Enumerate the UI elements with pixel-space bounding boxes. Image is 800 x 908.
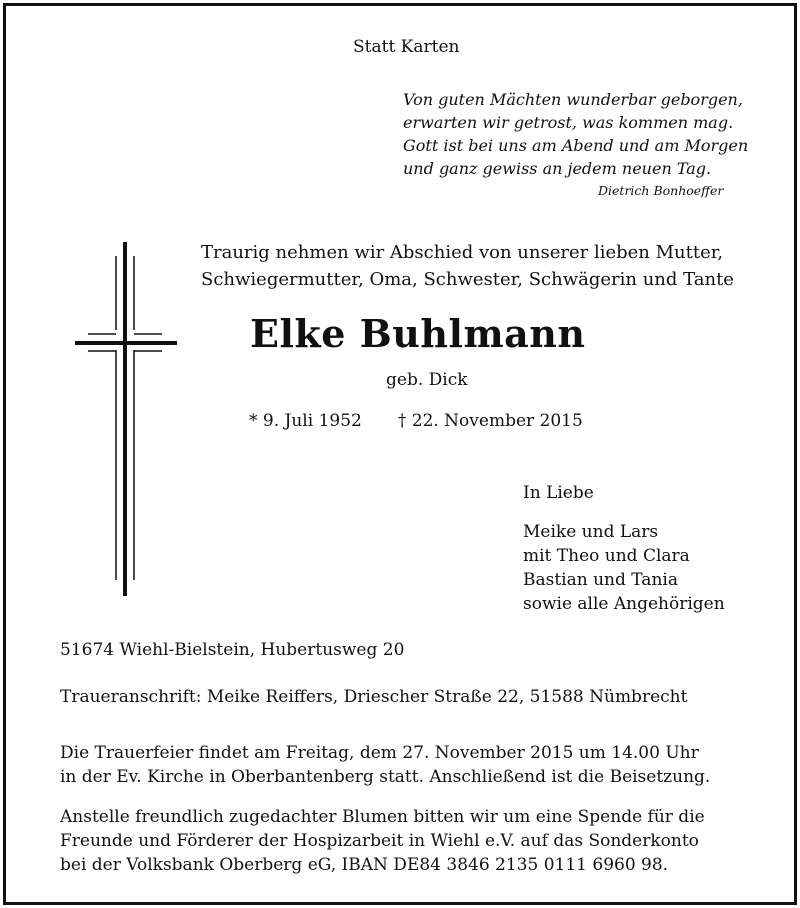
maiden-name: geb. Dick (386, 370, 468, 390)
signers-list (523, 520, 725, 616)
quote-line: Gott ist bei uns am Abend und am Morgen (403, 136, 749, 155)
intro-line: Schwiegermutter, Oma, Schwester, Schwägerin und Tante (201, 269, 734, 290)
deceased-name: Elke Buhlmann (250, 311, 586, 356)
quote-author: Dietrich Bonhoeffer (598, 183, 724, 198)
quote-block (403, 88, 748, 180)
mourning-address: Traueranschrift: Meike Reiffers, Driescher Straße 22, 51588 Nümbrecht (60, 687, 688, 707)
quote-line: und ganz gewiss an jedem neuen Tag. (403, 159, 712, 178)
quote-line: Von guten Mächten wunderbar geborgen, (403, 90, 743, 109)
birth-date: * 9. Juli 1952 (249, 411, 362, 431)
intro-line: Traurig nehmen wir Abschied von unserer lieben Mutter, (201, 242, 724, 263)
death-date: † 22. November 2015 (397, 411, 583, 431)
notice-header: Statt Karten (353, 37, 460, 57)
signer-line: mit Theo und Clara (523, 546, 690, 566)
signer-line: Bastian und Tania (523, 570, 678, 590)
ceremony-line: Die Trauerfeier findet am Freitag, dem 27. November 2015 um 14.00 Uhr (60, 743, 699, 763)
donation-line: bei der Volksbank Oberberg eG, IBAN DE84 3846 2135 0111 6960 98. (60, 855, 669, 875)
home-address: 51674 Wiehl-Bielstein, Hubertusweg 20 (60, 640, 405, 660)
donation-line: Freunde und Förderer der Hospizarbeit in Wiehl e.V. auf das Sonderkonto (60, 831, 699, 851)
ceremony-text (60, 741, 710, 789)
signer-line: sowie alle Angehörigen (523, 594, 725, 614)
intro-text (201, 239, 734, 293)
quote-line: erwarten wir getrost, was kommen mag. (403, 113, 734, 132)
life-dates (249, 411, 583, 431)
in-love-label: In Liebe (523, 483, 594, 503)
donation-text (60, 805, 705, 877)
cross-icon (70, 240, 180, 600)
ceremony-line: in der Ev. Kirche in Oberbantenberg statt. Anschließend ist die Beisetzung. (60, 767, 711, 787)
signer-line: Meike und Lars (523, 522, 659, 542)
donation-line: Anstelle freundlich zugedachter Blumen bitten wir um eine Spende für die (60, 807, 705, 827)
